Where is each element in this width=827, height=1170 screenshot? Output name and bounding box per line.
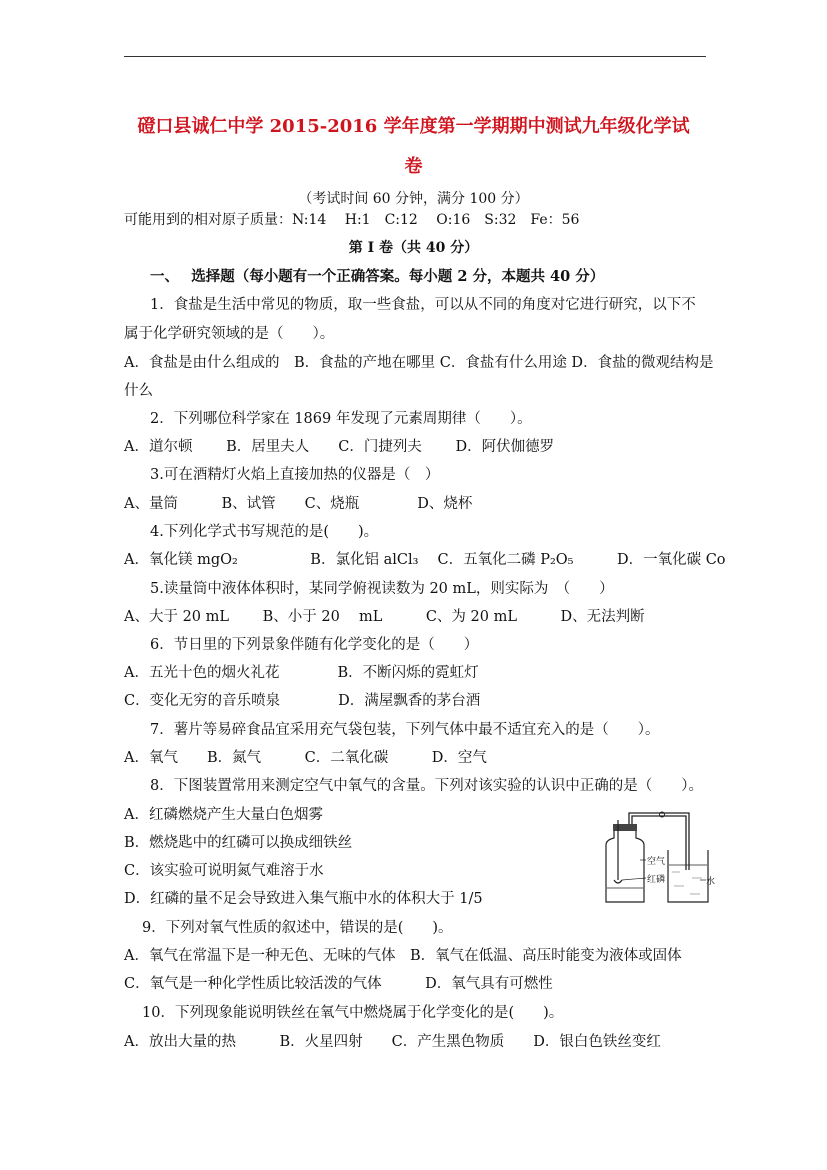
question-line: 4.下列化学式书写规范的是( )。 <box>150 524 379 540</box>
question-line: C．氧气是一种化学性质比较活泼的气体 D．氧气具有可燃性 <box>124 976 553 992</box>
question-line: 7．薯片等易碎食品宜采用充气袋包装，下列气体中最不适宜充入的是（ ）。 <box>150 722 660 738</box>
question-line: A．氧气 B．氮气 C．二氧化碳 D．空气 <box>124 750 487 766</box>
page-title-continued: 卷 <box>404 156 423 177</box>
question-line: A．红磷燃烧产生大量白色烟雾 <box>124 807 323 823</box>
label-water: 水 <box>706 877 716 887</box>
question-line: 3.可在酒精灯火焰上直接加热的仪器是（ ） <box>150 467 440 483</box>
question-line: D．红磷的量不足会导致进入集气瓶中水的体积大于 1/5 <box>124 891 483 907</box>
question-line: A、大于 20 mL B、小于 20 mL C、为 20 mL D、无法判断 <box>124 609 645 625</box>
section-title: 第 I 卷（共 40 分） <box>348 240 479 256</box>
question-line: B．燃烧匙中的红磷可以换成细铁丝 <box>124 835 353 851</box>
label-phosphorus: 红磷 <box>647 875 666 885</box>
question-line: 1．食盐是生活中常见的物质，取一些食盐，可以从不同的角度对它进行研究，以下不 <box>150 297 696 313</box>
question-line: 什么 <box>124 383 153 399</box>
question-line: C．该实验可说明氮气难溶于水 <box>124 863 324 879</box>
question-line: 5.读量筒中液体体积时，某同学俯视读数为 20 mL，则实际为 （ ） <box>150 581 614 597</box>
question-line: 属于化学研究领域的是（ ）。 <box>124 326 335 342</box>
question-line: A、量筒 B、试管 C、烧瓶 D、烧杯 <box>124 496 473 512</box>
question-line: C．变化无穷的音乐喷泉 D．满屋飘香的茅台酒 <box>124 693 481 709</box>
question-line: 6．节日里的下列景象伴随有化学变化的是（ ） <box>150 637 479 653</box>
question-line: 2．下列哪位科学家在 1869 年发现了元素周期律（ ）。 <box>150 411 532 427</box>
label-air: 空气 <box>647 857 666 867</box>
question-line: A．放出大量的热 B．火星四射 C．产生黑色物质 D．银白色铁丝变红 <box>124 1034 661 1050</box>
question-line: A．氧气在常温下是一种无色、无味的气体 B．氧气在低温、高压时能变为液体或固体 <box>124 948 682 964</box>
question-line: 10．下列现象能说明铁丝在氧气中燃烧属于化学变化的是( )。 <box>142 1005 564 1021</box>
question-line: 8．下图装置常用来测定空气中氧气的含量。下列对该实验的认识中正确的是（ ）。 <box>150 778 703 794</box>
question-line: A．食盐是由什么组成的 B．食盐的产地在哪里 C．食盐有什么用途 D．食盐的微观结构是 <box>124 355 714 371</box>
page-title: 磴口县诚仁中学 2015-2016 学年度第一学期期中测试九年级化学试 <box>137 116 690 137</box>
apparatus-diagram <box>596 810 720 910</box>
atomic-mass-line: 可能用到的相对原子质量：N:14 H:1 C:12 O:16 S:32 Fe：56 <box>124 212 580 228</box>
question-line: A．五光十色的烟火礼花 B．不断闪烁的霓虹灯 <box>124 665 479 681</box>
question-line: A．道尔顿 B．居里夫人 C．门捷列夫 D．阿伏伽德罗 <box>124 439 555 455</box>
part-heading: 一、 选择题（每小题有一个正确答案。每小题 2 分，本题共 40 分） <box>150 268 605 285</box>
question-line: 9．下列对氧气性质的叙述中，错误的是( )。 <box>142 920 453 936</box>
header-rule <box>124 56 706 57</box>
question-line: A．氧化镁 mgO₂ B．氯化铝 alCl₃ C．五氧化二磷 P₂O₅ D．一氧化碳 Co <box>124 552 726 568</box>
exam-info: （考试时间 60 分钟，满分 100 分） <box>298 191 529 207</box>
